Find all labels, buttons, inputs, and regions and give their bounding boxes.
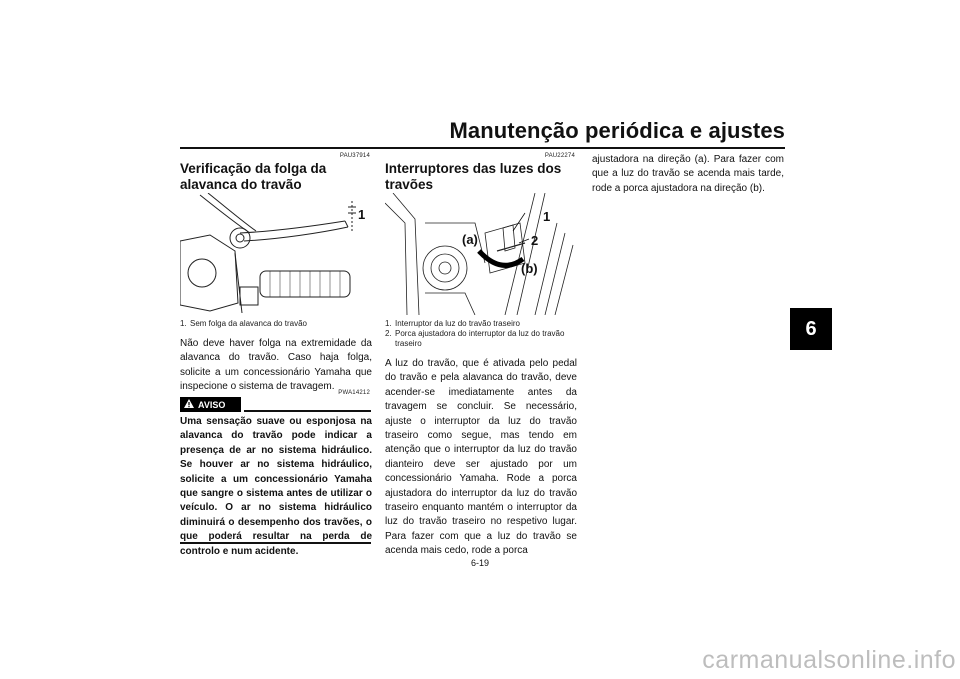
watermark: carmanualsonline.info: [702, 646, 956, 674]
warning-text: Uma sensação suave ou esponjosa na alavanca do travão pode indicar a presença de ar no sistema hidráulico. Se houver ar no sistema hidráulico, solicite a um concessionário Yamaha que sangre o sistema antes de utilizar o veículo. O ar no sistema hidráulico diminuirá o desempenho dos travões, o que poderá resultar na perda de controlo e num acidente.: [180, 416, 372, 557]
brake-lever-figure: [180, 193, 370, 313]
caption-text: Sem folga da alavanca do travão: [190, 319, 307, 328]
warning-code: PWA14212: [338, 390, 370, 396]
body-paragraph-left: Não deve haver folga na extremidade da alavanca do travão. Caso haja folga, solicite a um concessionário Yamaha que inspecione o sistema de travagem.: [180, 338, 372, 393]
figure-caption-left: [180, 319, 375, 329]
caption-text: Porca ajustadora do interruptor da luz do travão traseiro: [395, 329, 565, 348]
body-paragraph-right: ajustadora na direção (a). Para fazer com que a luz do travão se acenda mais tarde, rode a porca ajustadora na direção (b).: [592, 154, 784, 194]
warning-badge: [180, 397, 241, 412]
section-heading-brake-light-switches: Interruptores das luzes dos travões: [385, 161, 562, 192]
page-title: Manutenção periódica e ajustes: [449, 118, 785, 143]
warning-triangle-icon: [184, 399, 194, 410]
brake-switch-figure: [385, 193, 575, 315]
figure-callout-1: 1: [358, 207, 366, 222]
caption-num: 2.: [385, 329, 392, 338]
warning-bottom-rule: [180, 542, 371, 544]
warning-label: AVISO: [198, 399, 226, 410]
figure-caption-middle: [385, 319, 580, 349]
figure-label-1: 1: [543, 209, 551, 224]
chapter-tab: 6: [790, 308, 832, 350]
section-code-switches: PAU22274: [544, 153, 575, 159]
caption-num: 1.: [180, 319, 187, 328]
warning-top-rule: [244, 410, 371, 412]
figure-label-a: (a): [462, 232, 478, 247]
figure-label-b: (b): [521, 261, 538, 276]
caption-text: Interruptor da luz do travão traseiro: [395, 319, 520, 328]
section-heading-brake-lever: Verificação da folga da alavanca do travão: [180, 161, 327, 192]
page-number: 6-19: [470, 558, 489, 568]
title-rule: [180, 147, 785, 149]
body-paragraph-middle: A luz do travão, que é ativada pelo pedal do travão e pela alavanca do travão, deve acender-se imediatamente antes da travagem se concluir. Se necessário, ajuste o interruptor da luz do travão traseiro como segue, mas tendo em atenção que o interruptor da luz do travão dianteiro deve ser ajustado por um concessionário Yamaha. Rode a porca ajustadora do interruptor da luz do travão traseiro enquanto mantém o interruptor da luz do travão traseiro no respetivo lugar. Para fazer com que a luz do travão se acenda mais cedo, rode a porca: [385, 358, 577, 557]
section-code: PAU37914: [339, 153, 370, 159]
caption-num: 1.: [385, 319, 392, 328]
figure-label-2: 2: [531, 233, 539, 248]
